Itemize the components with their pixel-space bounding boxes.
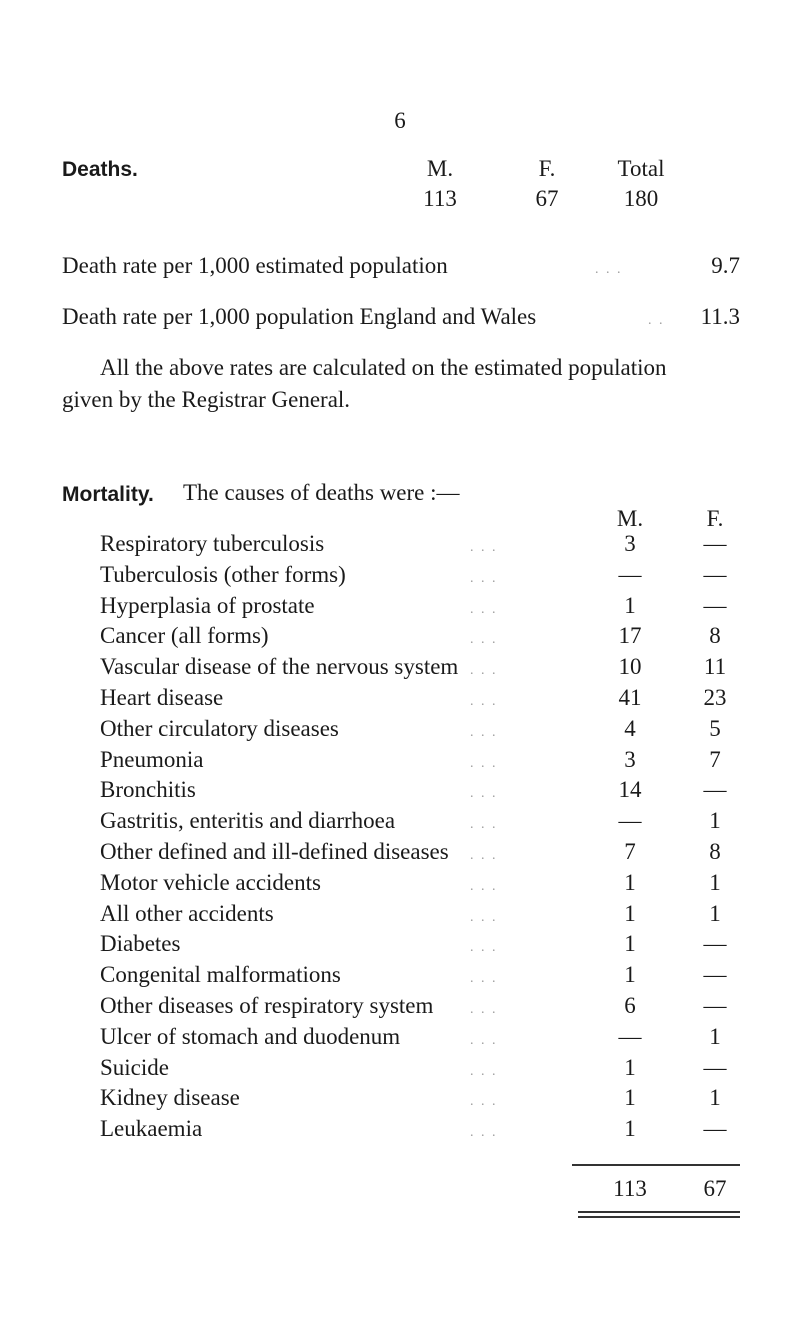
leader-dots: . . .	[470, 910, 498, 925]
cause-label: All other accidents	[100, 901, 274, 926]
cause-label: Gastritis, enteritis and diarrhoea	[100, 808, 396, 833]
value-f: —	[703, 562, 727, 587]
value-f: 8	[709, 839, 721, 864]
cause-label: Cancer (all forms)	[100, 623, 269, 648]
value-f: —	[703, 962, 727, 987]
leader-dots: . . .	[470, 786, 498, 801]
mortality-col-m: M.	[616, 506, 644, 531]
deaths-col-total: Total	[617, 156, 665, 181]
leader-dots: . . .	[470, 632, 498, 647]
value-m: 4	[624, 716, 636, 741]
leader-dots: . . .	[470, 971, 498, 986]
cause-label: Bronchitis	[100, 777, 196, 802]
cause-label: Kidney disease	[100, 1085, 240, 1110]
value-f: —	[703, 1055, 727, 1080]
leader-dots: . . .	[470, 940, 498, 955]
leader-dots: . . .	[470, 540, 498, 555]
cause-label: Suicide	[100, 1055, 169, 1080]
value-m: 1	[624, 593, 636, 618]
rate-label-estimated: Death rate per 1,000 estimated population	[62, 253, 448, 278]
value-m: —	[618, 808, 642, 833]
cause-label: Hyperplasia of prostate	[100, 593, 315, 618]
value-m: 17	[618, 623, 642, 648]
value-m: 1	[624, 1085, 636, 1110]
value-f: —	[703, 993, 727, 1018]
cause-label: Motor vehicle accidents	[100, 870, 321, 895]
mortality-total-m: 113	[613, 1176, 647, 1201]
value-m: 1	[624, 901, 636, 926]
value-m: 10	[618, 654, 642, 679]
cause-label: Congenital malformations	[100, 962, 341, 987]
deaths-heading: Deaths.	[62, 158, 138, 181]
leader-dots: . . .	[470, 1094, 498, 1109]
cause-label: Ulcer of stomach and duodenum	[100, 1024, 401, 1049]
value-f: —	[703, 777, 727, 802]
value-m: 41	[618, 685, 642, 710]
value-f: 7	[709, 747, 721, 772]
value-m: 3	[624, 747, 636, 772]
cause-label: Other diseases of respiratory system	[100, 993, 434, 1018]
leader-dots: . . .	[470, 756, 498, 771]
leader-dots: . . .	[470, 725, 498, 740]
note-line-1: All the above rates are calculated on the estimated population	[100, 355, 667, 380]
leader-dots: . . .	[470, 602, 498, 617]
rate-label-england-wales: Death rate per 1,000 population England and Wales	[62, 304, 537, 329]
page-number: 6	[394, 108, 406, 133]
double-rule-bottom	[578, 1216, 740, 1218]
value-m: —	[618, 562, 642, 587]
leader-dots: . . .	[470, 848, 498, 863]
value-f: —	[703, 531, 727, 556]
value-m: 3	[624, 531, 636, 556]
rate-value-estimated: 9.7	[711, 253, 740, 278]
double-rule-top	[578, 1211, 740, 1213]
value-m: 14	[618, 777, 642, 802]
value-m: 1	[624, 962, 636, 987]
leader-dots: . . .	[470, 1125, 498, 1140]
value-f: 5	[709, 716, 721, 741]
mortality-heading: Mortality.	[62, 483, 154, 506]
leader-dots: . . .	[470, 1002, 498, 1017]
leader-dots: . . .	[470, 879, 498, 894]
cause-label: Heart disease	[100, 685, 224, 710]
value-f: 1	[709, 1085, 721, 1110]
value-f: 1	[709, 808, 721, 833]
value-m: 6	[624, 993, 636, 1018]
cause-label: Tuberculosis (other forms)	[100, 562, 346, 587]
rate-value-england-wales: 11.3	[700, 304, 740, 329]
value-m: —	[618, 1024, 642, 1049]
value-f: 1	[709, 1024, 721, 1049]
value-m: 1	[624, 870, 636, 895]
total-rule	[572, 1164, 740, 1166]
value-f: 1	[709, 901, 721, 926]
cause-label: Pneumonia	[100, 747, 204, 772]
value-f: 1	[709, 870, 721, 895]
cause-label: Respiratory tuberculosis	[100, 531, 325, 556]
cause-label: Diabetes	[100, 931, 181, 956]
value-f: 11	[703, 654, 727, 679]
leader-dots: . .	[648, 313, 665, 328]
value-f: —	[703, 931, 727, 956]
leader-dots: . . .	[470, 663, 498, 678]
leader-dots: . . .	[470, 817, 498, 832]
note-line-2: given by the Registrar General.	[62, 387, 351, 412]
leader-dots: . . .	[470, 571, 498, 586]
cause-label: Leukaemia	[100, 1116, 203, 1141]
cause-label: Other circulatory diseases	[100, 716, 339, 741]
value-m: 1	[624, 1055, 636, 1080]
cause-label: Vascular disease of the nervous system	[100, 654, 459, 679]
deaths-value-f: 67	[535, 186, 559, 211]
leader-dots: . . .	[470, 1033, 498, 1048]
cause-label: Other defined and ill-defined diseases	[100, 839, 449, 864]
leader-dots: . . .	[470, 1064, 498, 1079]
leader-dots: . . .	[595, 262, 623, 277]
value-f: 23	[703, 685, 727, 710]
value-f: —	[703, 593, 727, 618]
deaths-col-m: M.	[426, 156, 454, 181]
leader-dots: . . .	[470, 694, 498, 709]
deaths-col-f: F.	[538, 156, 556, 181]
mortality-total-f: 67	[703, 1176, 727, 1201]
value-f: —	[703, 1116, 727, 1141]
value-m: 1	[624, 931, 636, 956]
deaths-value-m: 113	[423, 186, 457, 211]
mortality-intro: The causes of deaths were :—	[183, 480, 460, 505]
deaths-value-total: 180	[623, 186, 659, 211]
value-m: 7	[624, 839, 636, 864]
mortality-col-f: F.	[706, 506, 724, 531]
value-m: 1	[624, 1116, 636, 1141]
value-f: 8	[709, 623, 721, 648]
